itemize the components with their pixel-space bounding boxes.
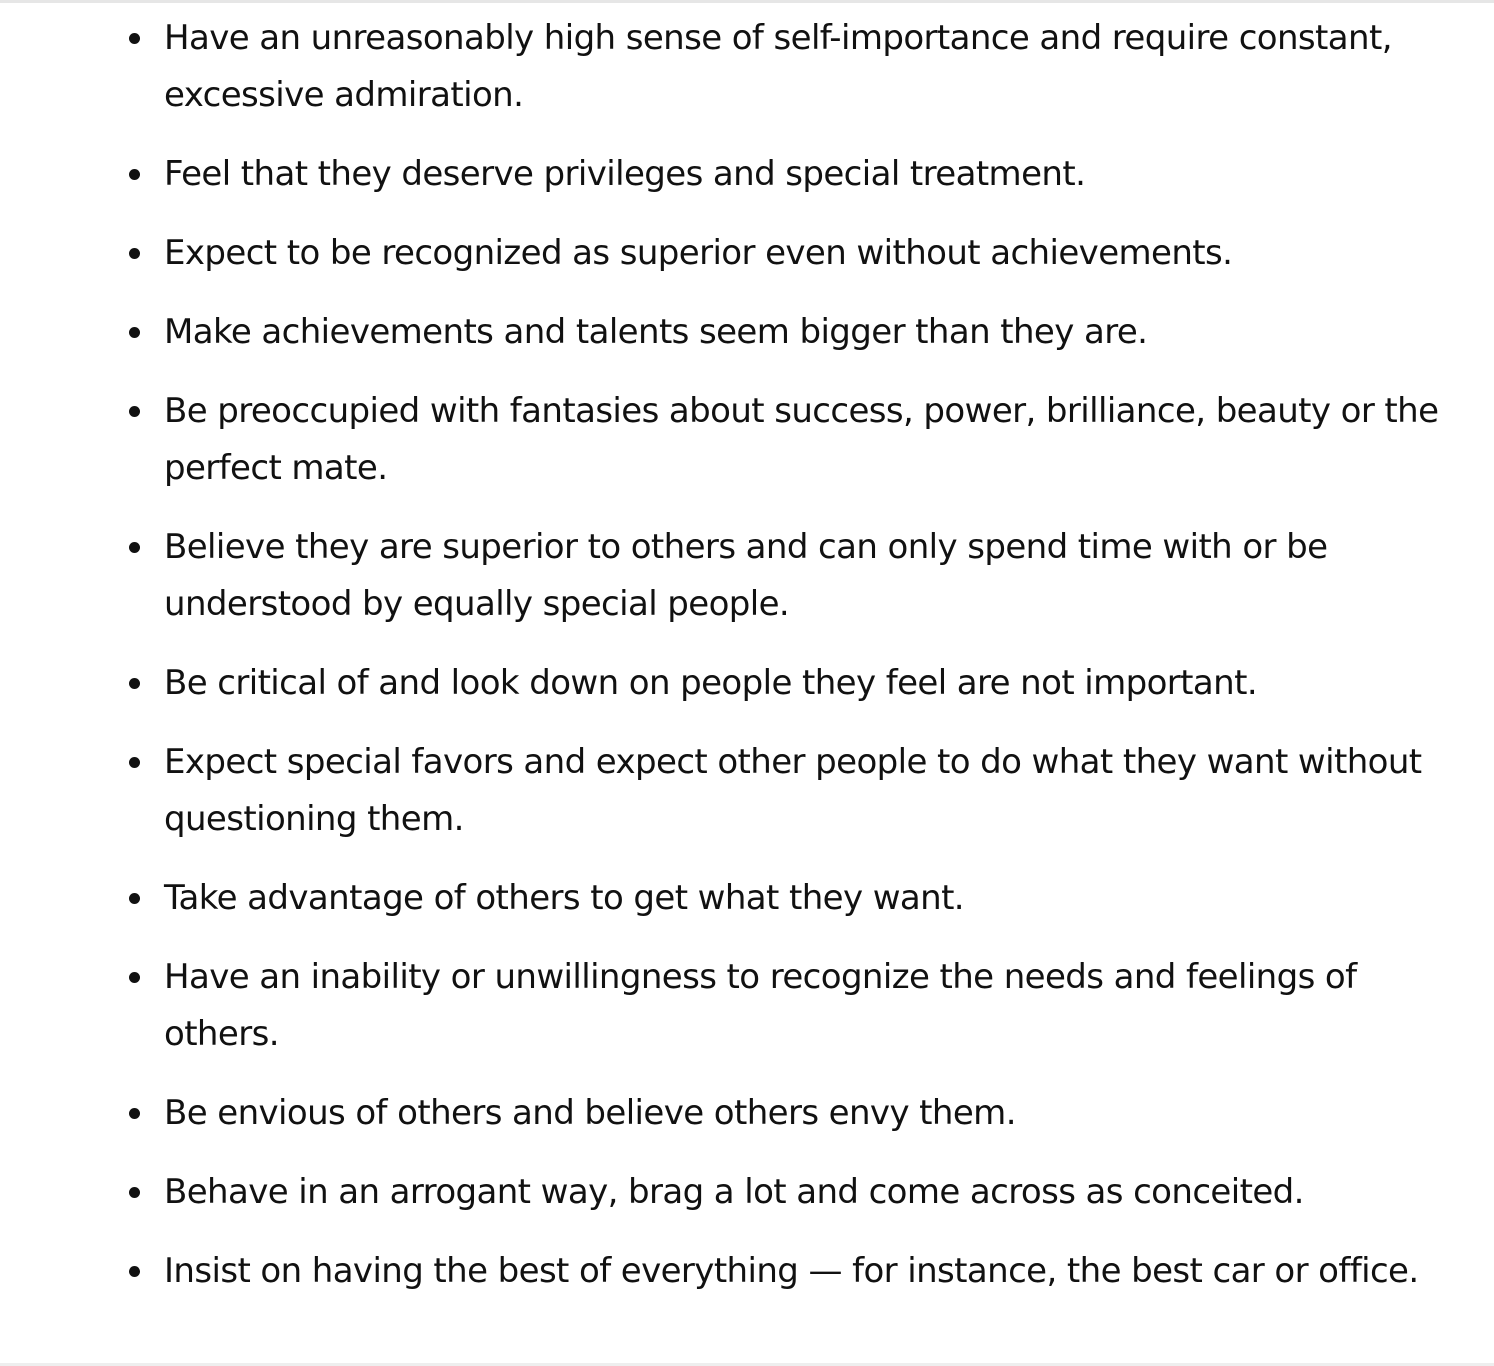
list-item: Behave in an arrogant way, brag a lot and come across as conceited. [164,1164,1454,1221]
list-item: Feel that they deserve privileges and special treatment. [164,146,1454,203]
list-item: Be envious of others and believe others envy them. [164,1085,1454,1142]
list-item: Expect special favors and expect other people to do what they want without questioning them. [164,734,1454,848]
top-divider [0,0,1494,3]
list-item: Insist on having the best of everything — for instance, the best car or office. [164,1243,1454,1300]
list-item: Be preoccupied with fantasies about success, power, brilliance, beauty or the perfect mate. [164,383,1454,497]
list-item: Take advantage of others to get what they want. [164,870,1454,927]
list-item: Expect to be recognized as superior even without achievements. [164,225,1454,282]
list-item: Make achievements and talents seem bigger than they are. [164,304,1454,361]
list-item: Believe they are superior to others and can only spend time with or be understood by equally special people. [164,519,1454,633]
symptom-list [164,10,1454,1322]
list-item: Have an inability or unwillingness to recognize the needs and feelings of others. [164,949,1454,1063]
list-item: Be critical of and look down on people they feel are not important. [164,655,1454,712]
list-item: Have an unreasonably high sense of self-importance and require constant, excessive admiration. [164,10,1454,124]
